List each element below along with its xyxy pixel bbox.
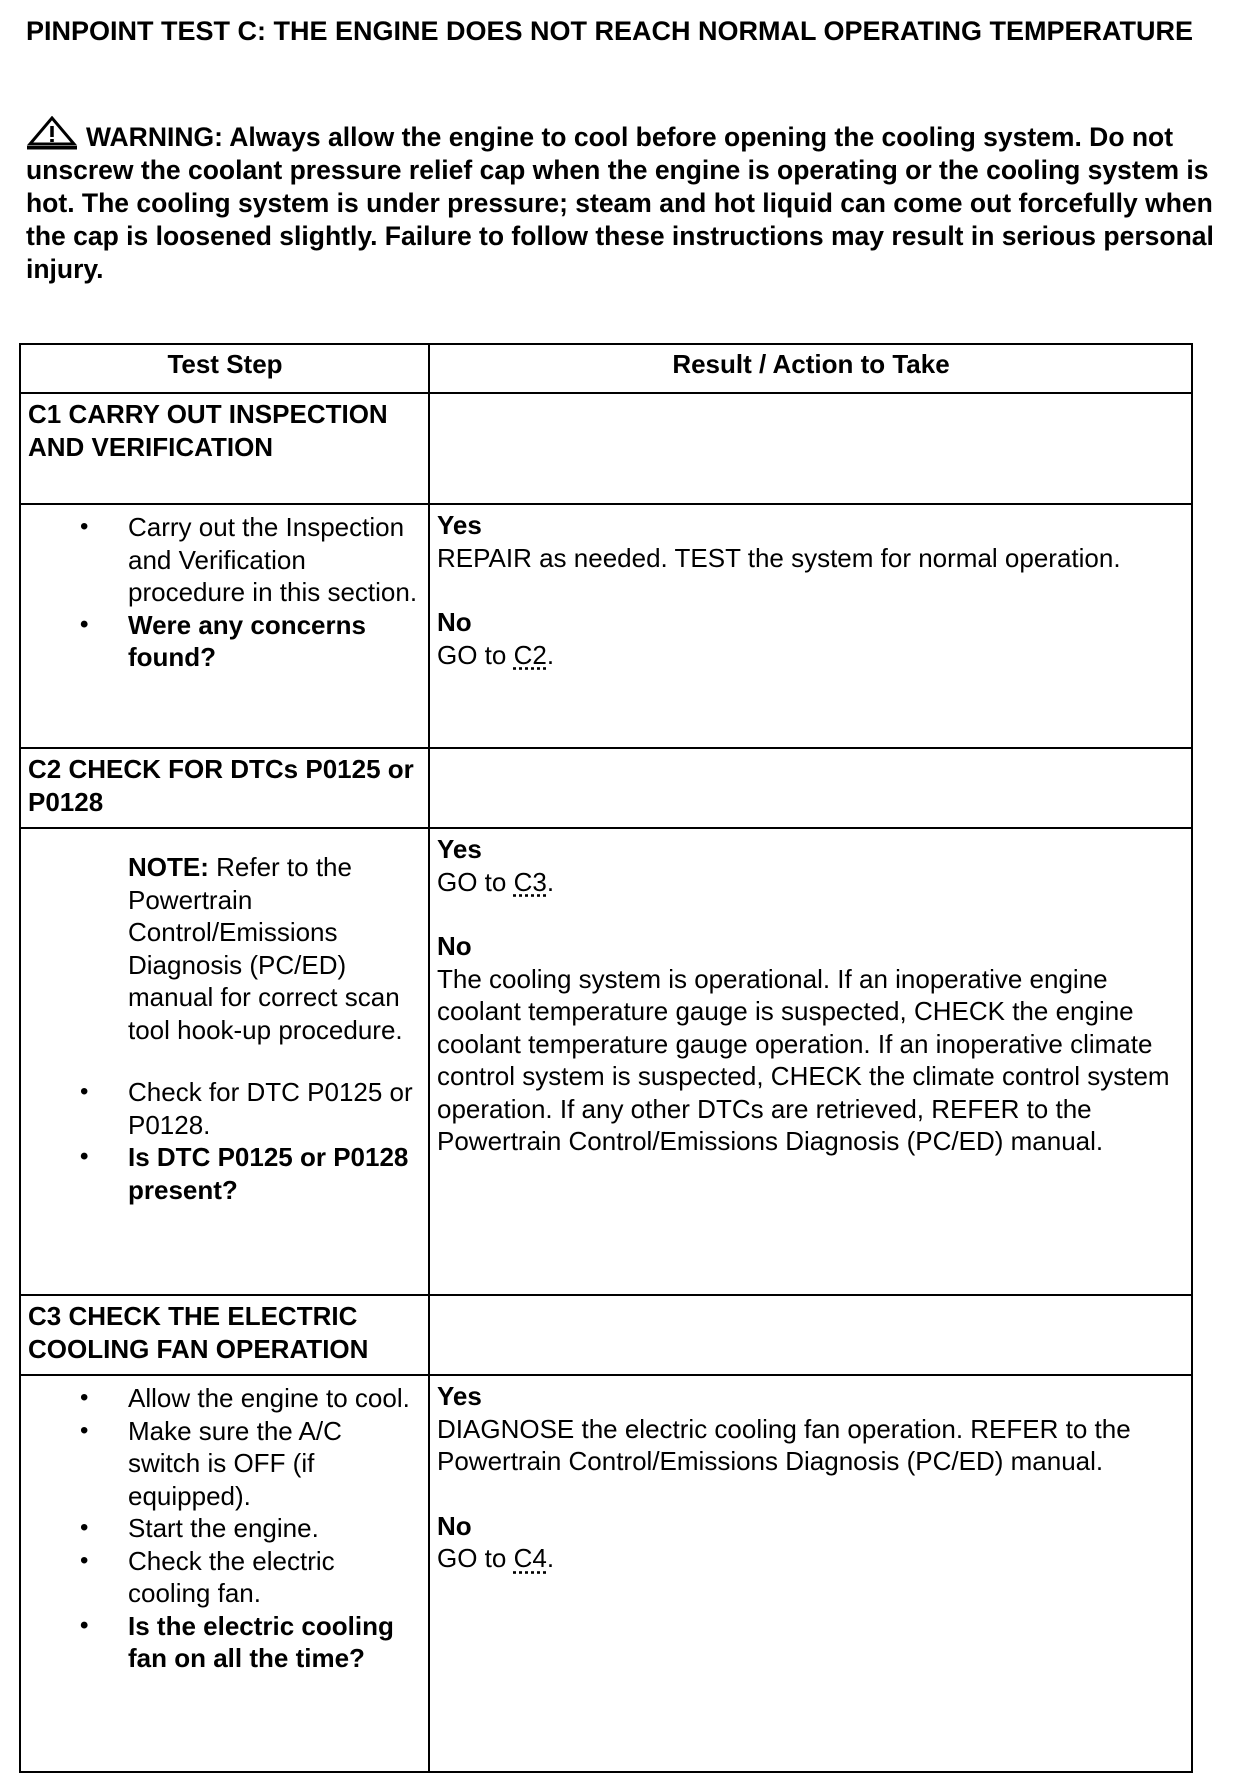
step-title-row xyxy=(20,1295,1192,1375)
step-c2-note: NOTE: Refer to the Powertrain Control/Emissions Diagnosis (PC/ED) manual for correct scan tool hook-up procedure. xyxy=(128,852,403,1045)
list-item: • Make sure the A/C switch is OFF (if equipped). xyxy=(28,1415,422,1513)
step-title-result-empty xyxy=(429,1295,1192,1375)
yes-action: DIAGNOSE the electric cooling fan operation. REFER to the Powertrain Control/Emissions Diagnosis (PC/ED) manual. xyxy=(437,1413,1131,1476)
step-title-result-empty xyxy=(429,748,1192,828)
list-item: • Is DTC P0125 or P0128 present? xyxy=(28,1141,422,1206)
no-label: No xyxy=(437,607,472,637)
go-to-c4-link[interactable]: C4 xyxy=(513,1543,547,1573)
step-c3-results xyxy=(429,1375,1192,1772)
list-item: • Check for DTC P0125 or P0128. xyxy=(28,1076,422,1141)
list-item: • Start the engine. xyxy=(28,1512,422,1545)
yes-action: REPAIR as needed. TEST the system for normal operation. xyxy=(437,542,1121,573)
list-item: • Allow the engine to cool. xyxy=(28,1382,422,1415)
no-action: GO to C4. xyxy=(437,1543,555,1573)
step-c3-bullets xyxy=(28,1382,422,1675)
step-c1-bullets xyxy=(28,511,422,674)
go-to-c3-link[interactable]: C3 xyxy=(513,866,547,897)
step-c3-instructions xyxy=(20,1375,429,1772)
page-title: PINPOINT TEST C: THE ENGINE DOES NOT REACH NORMAL OPERATING TEMPERATURE xyxy=(26,16,1194,46)
list-item: • Were any concerns found? xyxy=(28,609,422,674)
step-title-c3: C3 CHECK THE ELECTRIC COOLING FAN OPERATION xyxy=(20,1295,429,1375)
step-c2-instructions xyxy=(20,828,429,1295)
no-action: The cooling system is operational. If an inoperative engine coolant temperature gauge is suspected, CHECK the engine coolant temperature gauge operation. If an inoperative climate control system is suspected, CHECK the climate control system operation. If any other DTCs are retrieved, REFER to the Powertrain Control/Emissions Diagnosis (PC/ED) manual. xyxy=(437,963,1170,1156)
list-item: • Check the electric cooling fan. xyxy=(28,1545,422,1610)
header-result-action: Result / Action to Take xyxy=(429,344,1192,393)
no-action: GO to C2. xyxy=(437,639,555,670)
yes-label: Yes xyxy=(437,1381,482,1411)
step-title-row xyxy=(20,748,1192,828)
warning-triangle-icon xyxy=(26,116,78,150)
step-c1-instructions xyxy=(20,504,429,748)
warning-text: WARNING: Always allow the engine to cool before opening the cooling system. Do not unscrew the coolant pressure relief cap when the engine is operating or the cooling system is hot. The cooling system is under pressure; steam and hot liquid can come out forcefully when the cap is loosened slightly. Failure to follow these instructions may result in serious personal injury. xyxy=(26,122,1214,284)
step-c2-results xyxy=(429,828,1192,1295)
list-item: • Carry out the Inspection and Verification procedure in this section. xyxy=(28,511,422,609)
yes-label: Yes xyxy=(437,510,482,540)
step-body-row xyxy=(20,1375,1192,1772)
step-title-row xyxy=(20,393,1192,504)
yes-label: Yes xyxy=(437,834,482,864)
warning-notice xyxy=(26,116,1236,286)
go-to-c2-link[interactable]: C2 xyxy=(513,639,547,670)
no-label: No xyxy=(437,1510,472,1541)
step-title-c1: C1 CARRY OUT INSPECTION AND VERIFICATION xyxy=(20,393,429,504)
pinpoint-test-table xyxy=(19,343,1193,1773)
no-label: No xyxy=(437,931,472,961)
yes-action: GO to C3. xyxy=(437,866,555,897)
step-c1-results xyxy=(429,504,1192,748)
step-body-row xyxy=(20,828,1192,1295)
step-title-c2: C2 CHECK FOR DTCs P0125 or P0128 xyxy=(20,748,429,828)
step-title-result-empty xyxy=(429,393,1192,504)
table-header-row xyxy=(20,344,1192,393)
step-c2-bullets xyxy=(28,1076,422,1206)
list-item: • Is the electric cooling fan on all the time? xyxy=(28,1610,422,1675)
step-body-row xyxy=(20,504,1192,748)
header-test-step: Test Step xyxy=(20,344,429,393)
